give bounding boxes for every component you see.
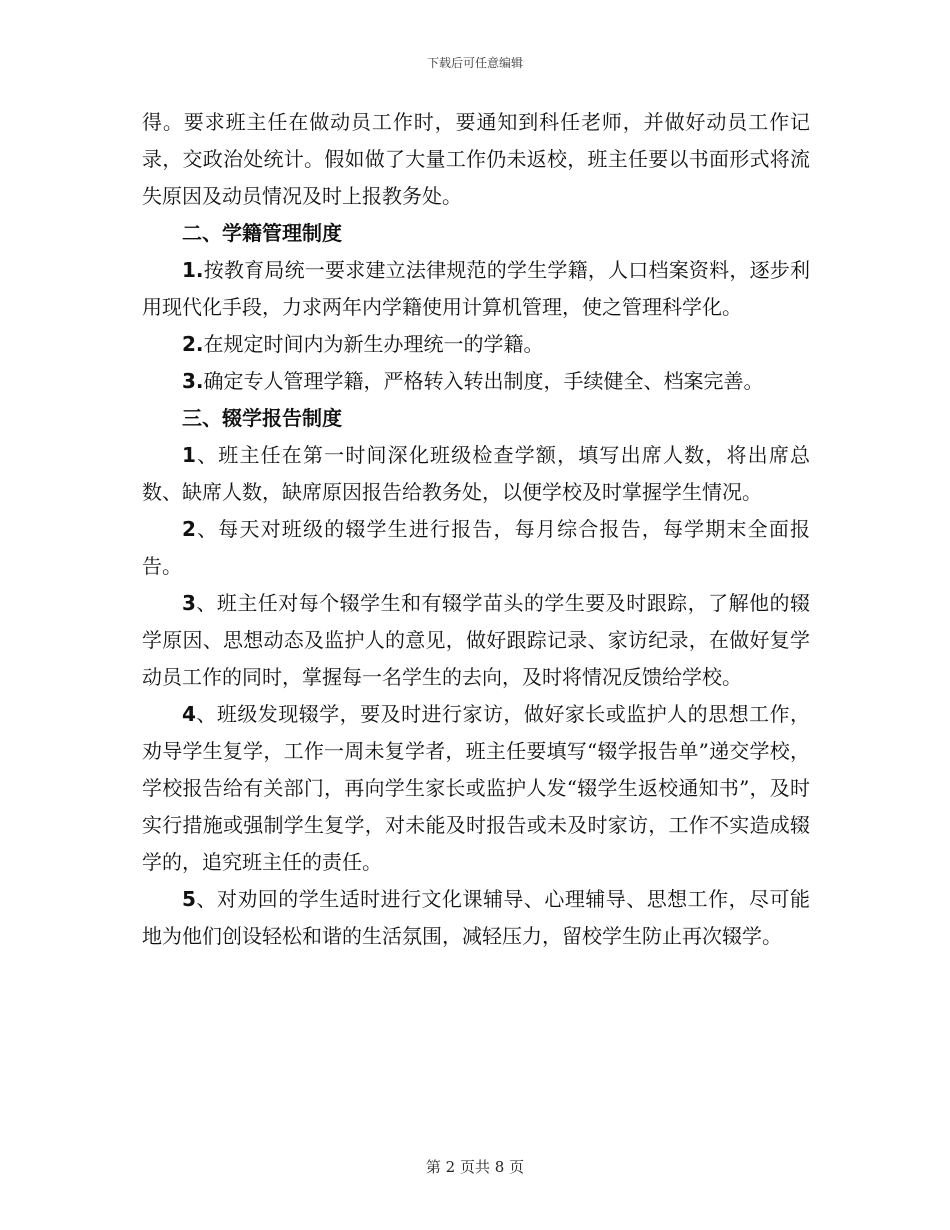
paragraph-text: 在规定时间内为新生办理统一的学籍。 (203, 332, 544, 356)
document-body (142, 104, 810, 955)
paragraph-dropout-1 (142, 437, 810, 511)
heading-text: 三、辍学报告制度 (182, 406, 342, 430)
page-footer: 第 2 页共 8 页 (425, 1158, 525, 1176)
paragraph-number: 1 (182, 443, 196, 467)
paragraph-number: 2 (182, 517, 196, 541)
paragraph-text: 、班级发现辍学，要及时进行家访，做好家长或监护人的思想工作，劝导学生复学，工作一周未复学者，班主任要填写“辍学报告单”递交学校，学校报告给有关部门，再向学生家长或监护人发“辍学生返校通知书”，及时实行措施或强制学生复学，对未能及时报告或未及时家访，工作不实造成辍学的，追究班主任的责任。 (142, 702, 810, 874)
paragraph-text: 得。要求班主任在做动员工作时，要通知到科任老师，并做好动员工作记录，交政治处统计。假如做了大量工作仍未返校，班主任要以书面形式将流失原因及动员情况及时上报教务处。 (142, 110, 810, 208)
heading-text: 二、学籍管理制度 (182, 221, 342, 245)
paragraph-text: 确定专人管理学籍，严格转入转出制度，手续健全、档案完善。 (203, 369, 764, 393)
paragraph-records-3 (142, 363, 810, 400)
section-heading-dropout-report (142, 400, 810, 437)
paragraph-number: 3. (182, 369, 204, 393)
section-heading-student-records (142, 215, 810, 252)
paragraph-text: 、每天对班级的辍学生进行报告，每月综合报告，每学期末全面报告。 (142, 517, 810, 578)
paragraph-text: 、班主任对每个辍学生和有辍学苗头的学生要及时跟踪，了解他的辍学原因、思想动态及监护人的意见，做好跟踪记录、家访纪录，在做好复学动员工作的同时，掌握每一名学生的去向，及时将情况反馈给学校。 (142, 591, 810, 689)
paragraph-text: 、班主任在第一时间深化班级检查学额，填写出席人数，将出席总数、缺席人数，缺席原因报告给教务处，以便学校及时掌握学生情况。 (142, 443, 810, 504)
paragraph-number: 3 (182, 591, 196, 615)
paragraph-number: 4 (182, 702, 196, 726)
paragraph-number: 2. (182, 332, 204, 356)
paragraph-dropout-2 (142, 511, 810, 585)
paragraph-text: 、对劝回的学生适时进行文化课辅导、心理辅导、思想工作，尽可能地为他们创设轻松和谐的生活氛围，减轻压力，留校学生防止再次辍学。 (142, 887, 810, 948)
paragraph-number: 1. (182, 258, 204, 282)
paragraph-dropout-4 (142, 696, 810, 881)
paragraph-dropout-5 (142, 881, 810, 955)
paragraph-number: 5 (182, 887, 196, 911)
paragraph-continuation (142, 104, 810, 215)
paragraph-records-2 (142, 326, 810, 363)
paragraph-records-1 (142, 252, 810, 326)
paragraph-dropout-3 (142, 585, 810, 696)
paragraph-text: 按教育局统一要求建立法律规范的学生学籍，人口档案资料，逐步利用现代化手段，力求两年内学籍使用计算机管理，使之管理科学化。 (142, 258, 810, 319)
page-header: 下载后可任意编辑 (426, 56, 523, 70)
